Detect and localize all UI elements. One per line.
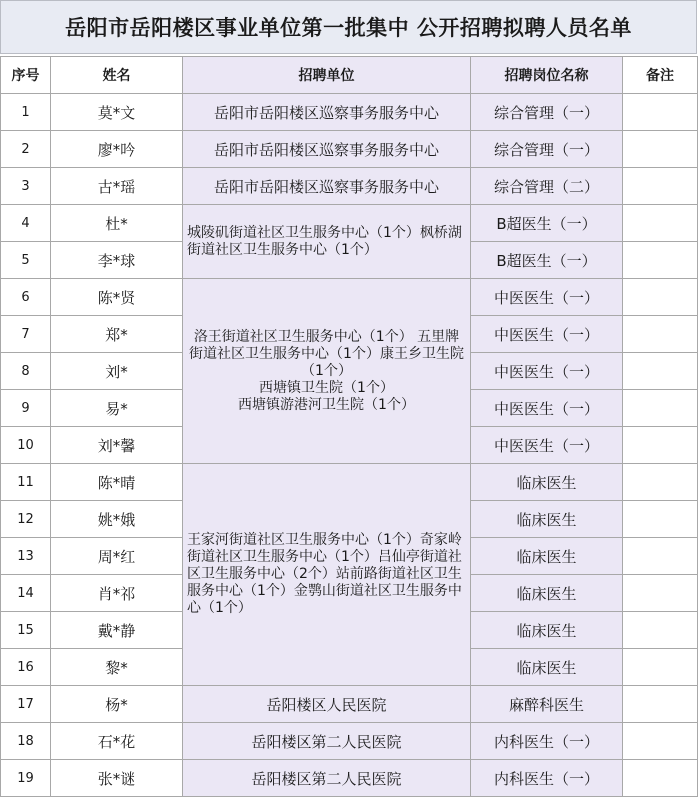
row-name: 周*红 [51, 538, 183, 575]
row-unit: 岳阳市岳阳楼区巡察事务服务中心 [183, 94, 471, 131]
row-position: 中医医生（一） [471, 316, 623, 353]
row-position: 临床医生 [471, 612, 623, 649]
row-name: 杨* [51, 686, 183, 723]
row-name: 莫*文 [51, 94, 183, 131]
document-title: 岳阳市岳阳楼区事业单位第一批集中 公开招聘拟聘人员名单 [0, 0, 697, 54]
row-remark [623, 760, 698, 797]
row-index: 10 [1, 427, 51, 464]
row-remark [623, 316, 698, 353]
row-remark [623, 353, 698, 390]
table-row [1, 723, 698, 760]
row-position: 临床医生 [471, 501, 623, 538]
row-position: 中医医生（一） [471, 279, 623, 316]
row-remark [623, 427, 698, 464]
row-remark [623, 649, 698, 686]
row-index: 11 [1, 464, 51, 501]
table-row [1, 279, 698, 316]
hiring-table [0, 56, 698, 797]
row-index: 7 [1, 316, 51, 353]
row-name: 黎* [51, 649, 183, 686]
row-unit-merged: 王家河街道社区卫生服务中心（1个）奇家岭街道社区卫生服务中心（1个）吕仙亭街道社区卫生服务中心（2个）站前路街道社区卫生服务中心（1个）金鹗山街道社区卫生服务中心（1个） [183, 464, 471, 686]
row-position: 中医医生（一） [471, 353, 623, 390]
row-position: 麻醉科医生 [471, 686, 623, 723]
row-remark [623, 464, 698, 501]
row-remark [623, 538, 698, 575]
row-position: 中医医生（一） [471, 427, 623, 464]
row-unit: 岳阳楼区人民医院 [183, 686, 471, 723]
row-unit: 岳阳楼区第二人民医院 [183, 760, 471, 797]
row-remark [623, 168, 698, 205]
row-name: 古*瑶 [51, 168, 183, 205]
unit-line: 洛王街道社区卫生服务中心（1个） 五里牌街道社区卫生服务中心（1个）康王乡卫生院（1个） [189, 328, 464, 379]
row-remark [623, 279, 698, 316]
row-remark [623, 612, 698, 649]
table-row [1, 464, 698, 501]
row-position: 综合管理（一） [471, 131, 623, 168]
row-index: 19 [1, 760, 51, 797]
row-position: B超医生（一） [471, 242, 623, 279]
table-row [1, 168, 698, 205]
row-name: 肖*祁 [51, 575, 183, 612]
row-name: 张*谜 [51, 760, 183, 797]
row-index: 15 [1, 612, 51, 649]
row-remark [623, 723, 698, 760]
row-unit-merged [183, 279, 471, 464]
row-name: 陈*晴 [51, 464, 183, 501]
table-row [1, 686, 698, 723]
row-remark [623, 131, 698, 168]
row-position: 内科医生（一） [471, 760, 623, 797]
row-name: 陈*贤 [51, 279, 183, 316]
row-unit: 岳阳楼区第二人民医院 [183, 723, 471, 760]
row-index: 12 [1, 501, 51, 538]
row-position: 临床医生 [471, 649, 623, 686]
row-index: 4 [1, 205, 51, 242]
row-name: 刘*馨 [51, 427, 183, 464]
row-position: 综合管理（二） [471, 168, 623, 205]
row-unit-merged: 城陵矶街道社区卫生服务中心（1个）枫桥湖街道社区卫生服务中心（1个） [183, 205, 471, 279]
row-index: 8 [1, 353, 51, 390]
row-index: 13 [1, 538, 51, 575]
row-position: 临床医生 [471, 464, 623, 501]
header-index: 序号 [1, 57, 51, 94]
row-remark [623, 575, 698, 612]
row-remark [623, 686, 698, 723]
row-name: 杜* [51, 205, 183, 242]
row-position: 内科医生（一） [471, 723, 623, 760]
row-index: 17 [1, 686, 51, 723]
row-remark [623, 242, 698, 279]
row-index: 5 [1, 242, 51, 279]
table-row [1, 760, 698, 797]
row-position: 综合管理（一） [471, 94, 623, 131]
row-name: 李*球 [51, 242, 183, 279]
unit-line: 西塘镇卫生院（1个） [259, 379, 394, 396]
table-row [1, 131, 698, 168]
row-position: 临床医生 [471, 538, 623, 575]
row-index: 3 [1, 168, 51, 205]
row-name: 郑* [51, 316, 183, 353]
row-remark [623, 390, 698, 427]
row-index: 1 [1, 94, 51, 131]
row-name: 廖*吟 [51, 131, 183, 168]
row-index: 6 [1, 279, 51, 316]
row-name: 刘* [51, 353, 183, 390]
row-position: B超医生（一） [471, 205, 623, 242]
header-position: 招聘岗位名称 [471, 57, 623, 94]
row-index: 16 [1, 649, 51, 686]
table-row [1, 205, 698, 242]
row-name: 易* [51, 390, 183, 427]
row-index: 2 [1, 131, 51, 168]
row-position: 中医医生（一） [471, 390, 623, 427]
header-name: 姓名 [51, 57, 183, 94]
header-unit: 招聘单位 [183, 57, 471, 94]
row-name: 戴*静 [51, 612, 183, 649]
row-name: 姚*娥 [51, 501, 183, 538]
row-remark [623, 501, 698, 538]
row-index: 18 [1, 723, 51, 760]
header-remark: 备注 [623, 57, 698, 94]
row-unit: 岳阳市岳阳楼区巡察事务服务中心 [183, 168, 471, 205]
table-header-row [1, 57, 698, 94]
row-position: 临床医生 [471, 575, 623, 612]
row-name: 石*花 [51, 723, 183, 760]
row-remark [623, 205, 698, 242]
row-index: 9 [1, 390, 51, 427]
unit-line: 西塘镇游港河卫生院（1个） [238, 396, 415, 413]
table-row [1, 94, 698, 131]
row-index: 14 [1, 575, 51, 612]
row-unit: 岳阳市岳阳楼区巡察事务服务中心 [183, 131, 471, 168]
row-remark [623, 94, 698, 131]
